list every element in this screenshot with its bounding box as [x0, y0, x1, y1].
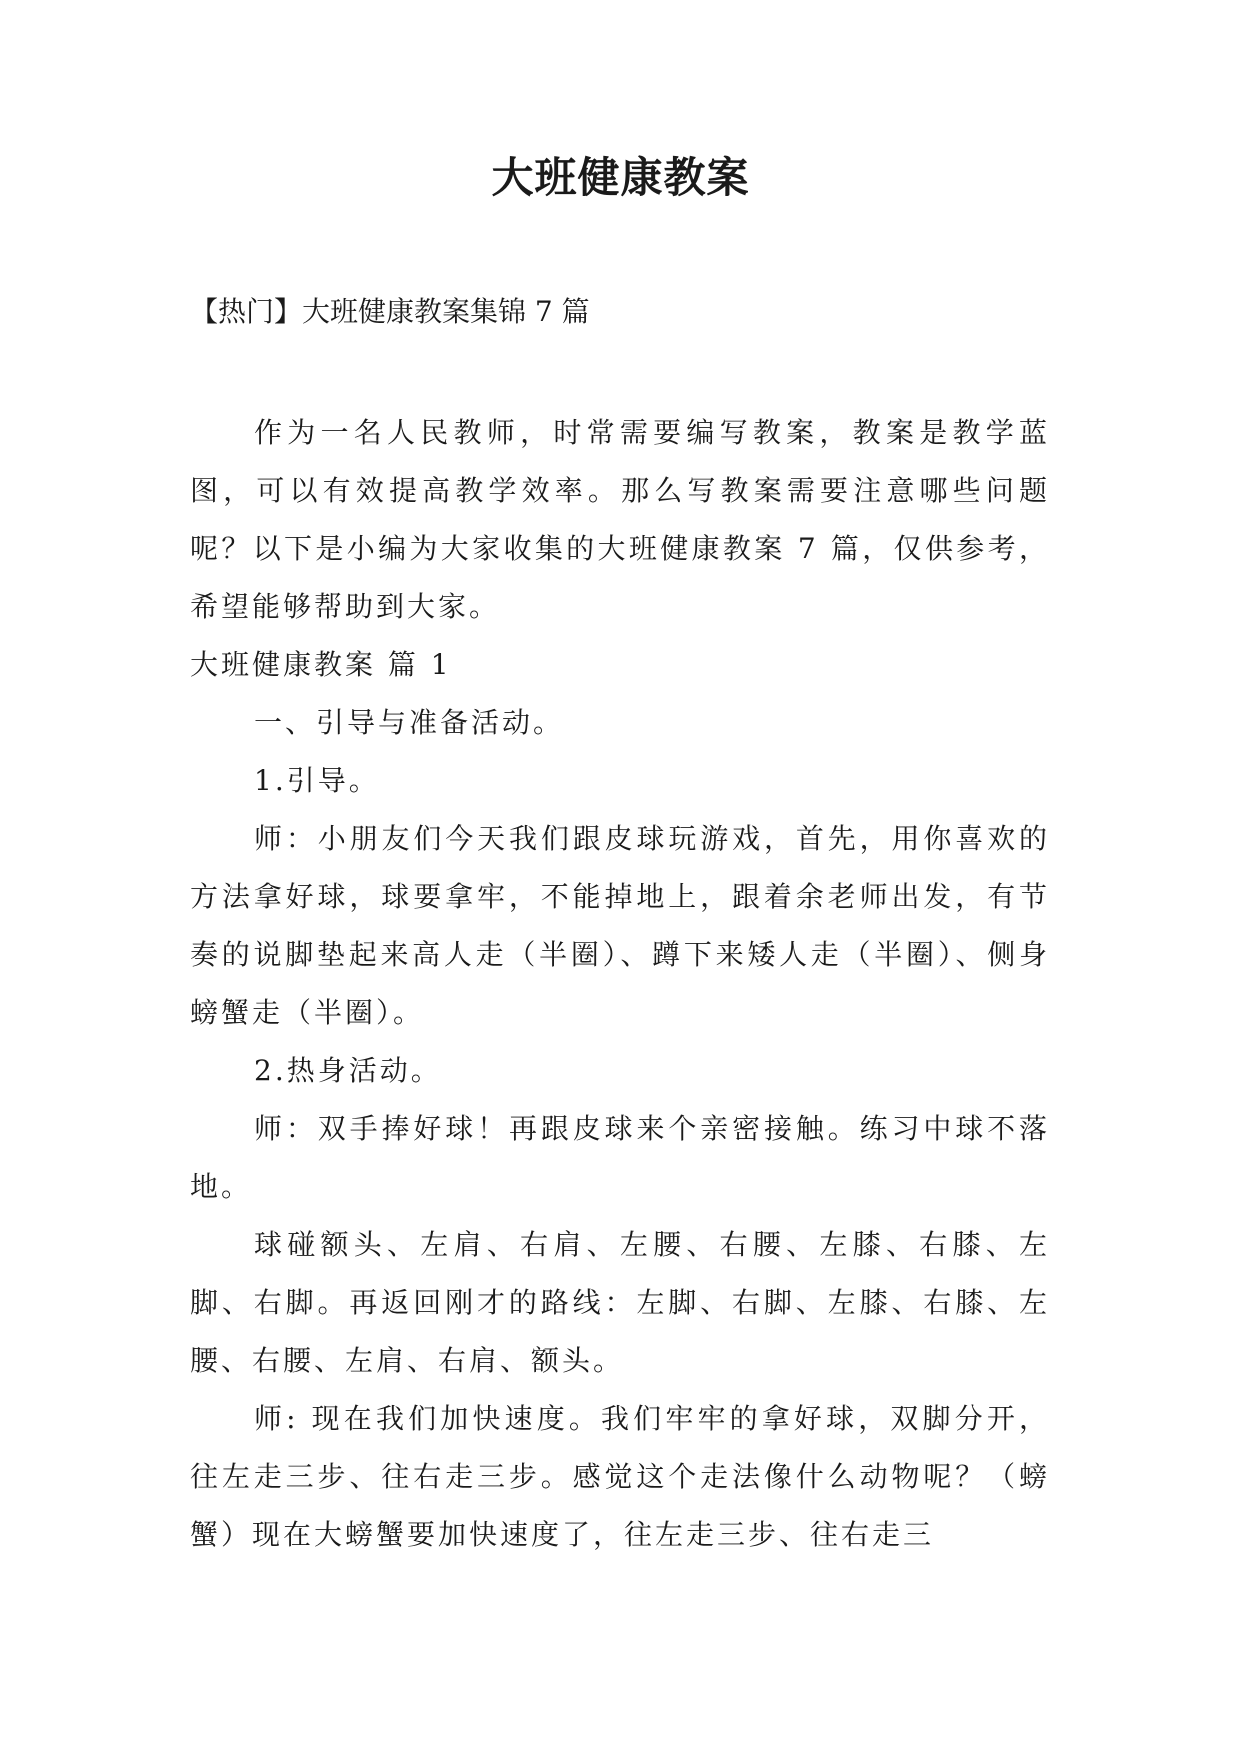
- document-subtitle: 【热门】大班健康教案集锦 7 篇: [190, 295, 590, 328]
- section-heading: 大班健康教案 篇 1: [190, 648, 452, 681]
- paragraph: 师: 现在我们加快速度。我们牢牢的拿好球，双脚分开，往左走三步、往右走三步。感觉这个走法像什么动物呢？（螃蟹）现在大螃蟹要加快速度了，往左走三步、往右走三: [190, 1402, 1050, 1551]
- paragraph: 师：双手捧好球！再跟皮球来个亲密接触。练习中球不落地。: [190, 1112, 1050, 1203]
- paragraph: 师：小朋友们今天我们跟皮球玩游戏，首先，用你喜欢的方法拿好球，球要拿牢，不能掉地上，跟着余老师出发，有节奏的说脚垫起来高人走（半圈）、蹲下来矮人走（半圈）、侧身螃蟹走（半圈）。: [190, 822, 1050, 1029]
- document-body: [190, 404, 1050, 1564]
- document-title: 大班健康教案: [491, 153, 750, 202]
- paragraph-intro: 作为一名人民教师，时常需要编写教案，教案是教学蓝图，可以有效提高教学效率。那么写教案需要注意哪些问题呢？以下是小编为大家收集的大班健康教案 7 篇，仅供参考，希望能够帮助到大家。: [190, 416, 1050, 623]
- paragraph: 2.热身活动。: [254, 1054, 442, 1087]
- paragraph: 1.引导。: [254, 764, 380, 797]
- paragraph: 球碰额头、左肩、右肩、左腰、右腰、左膝、右膝、左脚、右脚。再返回刚才的路线：左脚、右脚、左膝、右膝、左腰、右腰、左肩、右肩、额头。: [190, 1228, 1050, 1377]
- paragraph: 一、引导与准备活动。: [254, 706, 565, 739]
